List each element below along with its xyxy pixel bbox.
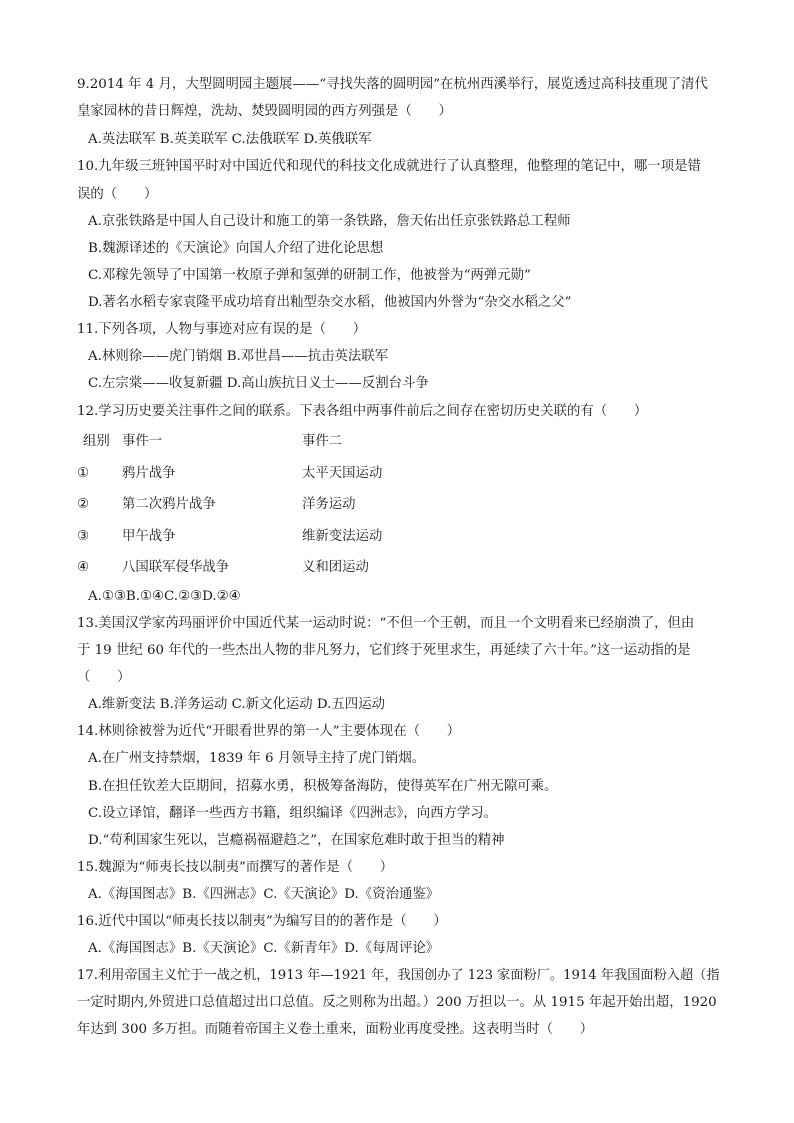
q13-options: A.维新变法 B.洋务运动 C.新文化运动 D.五四运动 (88, 697, 385, 712)
q15-options: A.《海国图志》B.《四洲志》C.《天演论》D.《资治通鉴》 (88, 887, 440, 902)
q14-stem: 14.林则徐被誉为近代“开眼看世界的第一人”主要体现在（ ） (77, 724, 461, 739)
q10-option-d: D.著名水稻专家袁隆平成功培育出籼型杂交水稻，他被国内外誉为“杂交水稻之父” (88, 295, 572, 310)
q10-option-a: A.京张铁路是中国人自己设计和施工的第一条铁路，詹天佑出任京张铁路总工程师 (88, 214, 571, 229)
q12-row-group: ③ (77, 529, 90, 544)
q17-stem-line1: 17.利用帝国主义忙于一战之机，1913 年—1921 年，我国创办了 123 家面粉厂。1914 年我国面粉入超（指 (77, 968, 720, 983)
q13-stem-line3: （ ） (77, 670, 131, 685)
q10-option-b: B.魏源译述的《天演论》向国人介绍了进化论思想 (88, 241, 384, 256)
q9-stem-line1: 9.2014 年 4 月，大型圆明园主题展——“寻找失落的圆明园”在杭州西溪举行，展览透过高科技重现了清代 (77, 77, 708, 92)
q12-header-group: 组别 (83, 434, 110, 449)
q12-stem: 12.学习历史要关注事件之间的联系。下表各组中两事件前后之间存在密切历史关联的有（ ） (77, 404, 648, 419)
q13-stem-line1: 13.美国汉学家芮玛丽评价中国近代某一运动时说：“不但一个王朝，而且一个文明看来已经崩溃了，但由 (77, 616, 695, 631)
q12-row-group: ① (77, 466, 90, 481)
q14-option-d: D.“苟利国家生死以，岂瘾祸福避趋之”，在国家危难时敢于担当的精神 (88, 833, 505, 848)
q16-stem: 16.近代中国以“师夷长技以制夷”为编写目的的著作是（ ） (77, 914, 447, 929)
q15-stem: 15.魏源为“师夷长技以制夷”而撰写的著作是（ ） (77, 860, 394, 875)
q12-row-group: ④ (77, 560, 90, 575)
q11-stem: 11.下列各项，人物与事迹对应有误的是（ ） (77, 322, 367, 337)
q9-options: A.英法联军 B.英美联军 C.法俄联军 D.英俄联军 (88, 132, 372, 147)
q16-options: A.《海国图志》B.《天演论》C.《新青年》D.《每周评论》 (88, 941, 440, 956)
q12-options: A.①③B.①④C.②③D.②④ (88, 589, 241, 604)
q12-row-event2: 义和团运动 (302, 560, 369, 575)
q12-header-event1: 事件一 (122, 434, 163, 449)
q11-options-line2: C.左宗棠——收复新疆 D.高山族抗日义士——反割台斗争 (88, 376, 429, 391)
q12-row-event2: 太平天国运动 (302, 466, 383, 481)
q12-row-group: ② (77, 497, 90, 512)
q12-row-event1: 鸦片战争 (122, 466, 176, 481)
q11-options-line1: A.林则徐——虎门销烟 B.邓世昌——抗击英法联军 (88, 349, 389, 364)
q14-option-a: A.在广州支持禁烟，1839 年 6 月领导主持了虎门销烟。 (88, 751, 426, 766)
q10-option-c: C.邓稼先领导了中国第一枚原子弹和氢弹的研制工作，他被誉为“两弹元勋” (88, 268, 531, 283)
q12-row-event2: 维新变法运动 (302, 529, 383, 544)
q13-stem-line2: 于 19 世纪 60 年代的一些杰出人物的非凡努力，它们终于死里求生，再延续了六十年。”这一运动指的是 (77, 643, 691, 658)
q12-header-event2: 事件二 (302, 434, 343, 449)
q12-row-event1: 甲午战争 (122, 529, 176, 544)
q12-row-event1: 八国联军侵华战争 (122, 560, 230, 575)
q17-stem-line2: 一定时期内,外贸进口总值超过出口总值。反之则称为出超。）200 万担以一。从 1915 年起开始出超，1920 (77, 995, 717, 1010)
q10-stem-line1: 10.九年级三班钟国平时对中国近代和现代的科技文化成就进行了认真整理，他整理的笔记中，哪一项是错 (77, 159, 701, 174)
q10-stem-line2: 误的（ ） (77, 187, 158, 202)
q9-stem-line2: 皇家园林的昔日辉煌，洗劫、焚毁圆明园的西方列强是（ ） (77, 104, 452, 119)
q12-row-event1: 第二次鸦片战争 (122, 497, 216, 512)
q17-stem-line3: 年达到 300 多万担。而随着帝国主义卷土重来，面粉业再度受挫。这表明当时（ ） (77, 1022, 594, 1037)
q14-option-c: C.设立译馆，翻译一些西方书籍，组织编译《四洲志》，向西方学习。 (88, 806, 498, 821)
q14-option-b: B.在担任钦差大臣期间，招募水勇，积极筹备海防，使得英军在广州无隙可乘。 (88, 779, 558, 794)
q12-row-event2: 洋务运动 (302, 497, 356, 512)
